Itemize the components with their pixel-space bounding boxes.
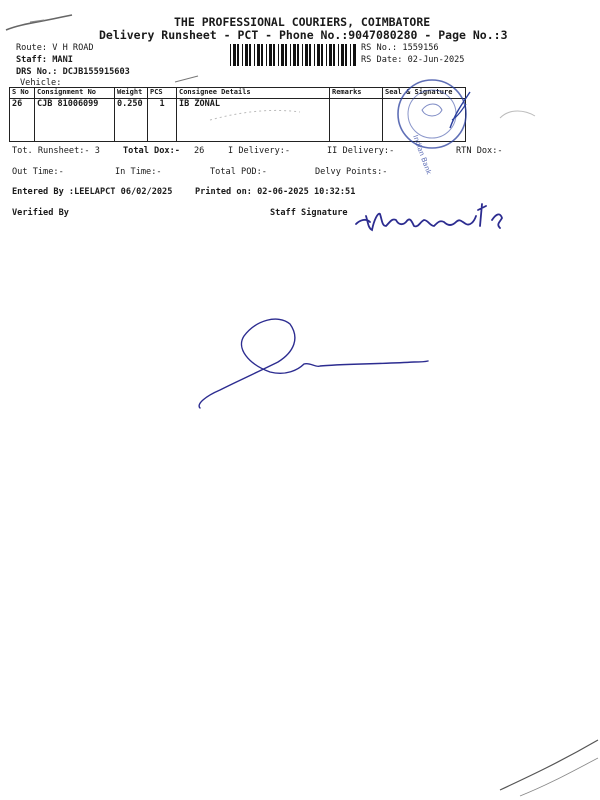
col-pcs: PCS (148, 88, 177, 99)
total-dox-label: Total Dox:- (123, 146, 180, 156)
col-consignee: Consignee Details (177, 88, 330, 99)
tot-runsheet: Tot. Runsheet:- 3 (12, 146, 100, 156)
faint-scribble (210, 110, 300, 120)
staff-label: Staff: MANI (16, 55, 73, 65)
rs-date: RS Date: 02-Jun-2025 (361, 55, 465, 65)
cell-pcs: 1 (148, 99, 177, 142)
entered-by: Entered By :LEELAPCT 06/02/2025 (12, 187, 173, 197)
scan-mark (520, 758, 598, 796)
col-weight: Weight (115, 88, 148, 99)
cell-consignment: CJB 81006099 (35, 99, 115, 142)
total-dox-value: 26 (194, 146, 205, 156)
staff-signature-handwriting (356, 204, 502, 230)
drs-number: DRS No.: DCJB155915603 (16, 67, 130, 77)
company-name: THE PROFESSIONAL COURIERS, COIMBATORE (174, 15, 431, 29)
col-consignment: Consignment No (35, 88, 115, 99)
i-delivery: I Delivery:- (228, 146, 291, 156)
pen-mark (175, 76, 198, 82)
rs-number: RS No.: 1559156 (361, 43, 439, 53)
scan-mark (500, 740, 598, 790)
stamp-bank-text: Indian Bank (411, 133, 433, 176)
staff-signature-label: Staff Signature (270, 208, 348, 218)
out-time: Out Time:- (12, 167, 64, 177)
rtn-dox: RTN Dox:- (456, 146, 503, 156)
col-remarks: Remarks (330, 88, 383, 99)
ii-delivery: II Delivery:- (327, 146, 395, 156)
cell-consignee: IB ZONAL (177, 99, 330, 142)
col-seal: Seal & Signature (383, 88, 466, 99)
verification-signature (199, 319, 428, 408)
cell-weight: 0.250 (115, 99, 148, 142)
verified-by: Verified By (12, 208, 69, 218)
scan-mark (6, 15, 72, 30)
printed-on: Printed on: 02-06-2025 10:32:51 (195, 187, 356, 197)
total-pod: Total POD:- (210, 167, 267, 177)
delvy-points: Delvy Points:- (315, 167, 388, 177)
vehicle-label: Vehicle: (20, 78, 62, 88)
bank-stamp (398, 80, 470, 176)
in-time: In Time:- (115, 167, 162, 177)
faint-scribble (500, 111, 535, 118)
route-label: Route: V H ROAD (16, 43, 94, 53)
col-sno: S No (10, 88, 35, 99)
runsheet-subtitle: Delivery Runsheet - PCT - Phone No.:9047080280 - Page No.:3 (99, 28, 508, 42)
cell-sno: 26 (10, 99, 35, 142)
